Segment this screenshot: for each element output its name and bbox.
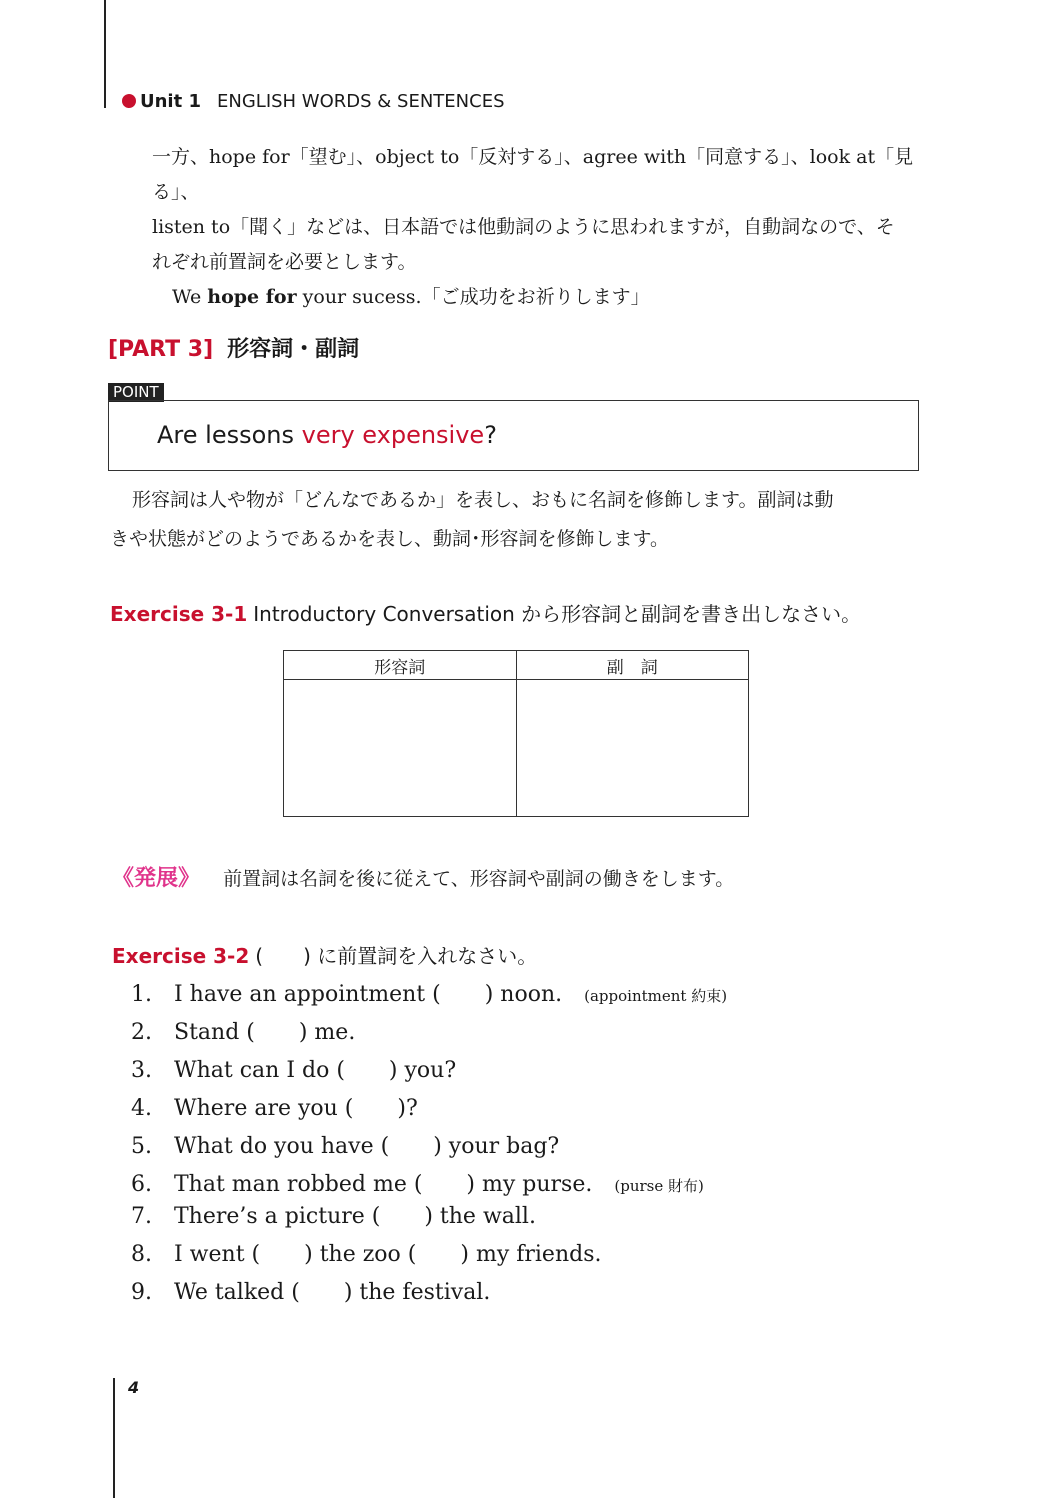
bottom-margin-rule: [113, 1378, 115, 1498]
table-header-adjective: 形容詞: [284, 651, 517, 680]
part-title: 形容詞・副詞: [227, 337, 360, 362]
example-bold: hope for: [207, 286, 297, 308]
intro-line: れぞれ前置詞を必要とします。: [152, 251, 417, 273]
exercise-3-2-heading: [112, 940, 537, 969]
example-text: We: [172, 286, 208, 308]
page-number: 4: [128, 1378, 140, 1397]
hatten-mark: 《発展》: [112, 865, 201, 891]
bullet-dot-icon: [122, 94, 136, 108]
question-text: What can I do ( ) you?: [174, 1058, 457, 1083]
explanation-paragraph: [110, 481, 930, 559]
running-header: [122, 91, 505, 112]
advanced-note: [112, 861, 734, 892]
question-item: [110, 977, 727, 1008]
example-text: your sucess.「ご成功をお祈りします」: [296, 286, 650, 308]
point-sentence: [157, 421, 497, 449]
answer-table: [283, 650, 749, 817]
question-text: What do you have ( ) your bag?: [174, 1134, 560, 1159]
part-tag: [PART 3]: [108, 337, 214, 362]
question-number: 1.: [131, 982, 152, 1007]
intro-example: [152, 280, 952, 315]
table-header-adverb: 副 詞: [516, 651, 749, 680]
question-note: (purse 財布): [614, 1177, 704, 1195]
question-number: 6.: [131, 1172, 152, 1197]
question-number: 4.: [131, 1096, 152, 1121]
question-item: [110, 1015, 355, 1046]
question-number: 9.: [131, 1280, 152, 1305]
question-item: [110, 1091, 418, 1122]
question-text: Stand ( ) me.: [174, 1020, 356, 1045]
intro-line: 一方、hope for「望む」、object to「反対する」、agree with「同意する」、look at「見る」、: [152, 146, 914, 203]
question-note: (appointment 約束): [584, 987, 728, 1005]
exercise-3-1-heading: [110, 598, 861, 627]
question-text: Where are you ( )?: [174, 1096, 418, 1121]
point-text: Are lessons: [157, 421, 302, 449]
point-label: POINT: [108, 383, 164, 402]
question-item: [110, 1275, 490, 1306]
point-highlight: very expensive: [301, 421, 485, 449]
unit-label: Unit 1: [140, 91, 201, 112]
question-item: [110, 1199, 536, 1230]
question-item: [110, 1237, 602, 1268]
exercise-instruction: ( ) に前置詞を入れなさい。: [255, 944, 538, 968]
question-number: 5.: [131, 1134, 152, 1159]
question-item: [110, 1053, 456, 1084]
question-item: [110, 1129, 559, 1160]
question-text: That man robbed me ( ) my purse.: [174, 1172, 593, 1197]
header-title: ENGLISH WORDS & SENTENCES: [217, 91, 505, 112]
hatten-text: 前置詞は名詞を後に従えて、形容詞や副詞の働きをします。: [223, 868, 735, 890]
point-text: ?: [484, 421, 497, 449]
question-number: 8.: [131, 1242, 152, 1267]
question-text: There’s a picture ( ) the wall.: [174, 1204, 536, 1229]
exercise-label: Exercise 3-2: [112, 944, 250, 968]
question-number: 7.: [131, 1204, 152, 1229]
top-margin-rule: [104, 0, 106, 108]
question-number: 3.: [131, 1058, 152, 1083]
exercise-instruction: Introductory Conversation から形容詞と副詞を書き出しなさい。: [253, 602, 862, 626]
question-number: 2.: [131, 1020, 152, 1045]
adjective-answer-cell[interactable]: [284, 680, 517, 817]
explanation-line: きや状態がどのようであるかを表し、動詞･形容詞を修飾します。: [110, 528, 669, 550]
question-item: [110, 1167, 704, 1198]
intro-paragraph: [152, 140, 952, 315]
exercise-label: Exercise 3-1: [110, 602, 248, 626]
adverb-answer-cell[interactable]: [516, 680, 749, 817]
question-text: I went ( ) the zoo ( ) my friends.: [174, 1242, 602, 1267]
part-heading: [108, 332, 359, 363]
question-text: We talked ( ) the festival.: [174, 1280, 491, 1305]
intro-line: listen to「聞く」などは、日本語では他動詞のように思われますが，自動詞なので、そ: [152, 216, 895, 238]
explanation-line: 形容詞は人や物が「どんなであるか」を表し、おもに名詞を修飾します。副詞は動: [132, 489, 834, 511]
question-text: I have an appointment ( ) noon.: [174, 982, 563, 1007]
